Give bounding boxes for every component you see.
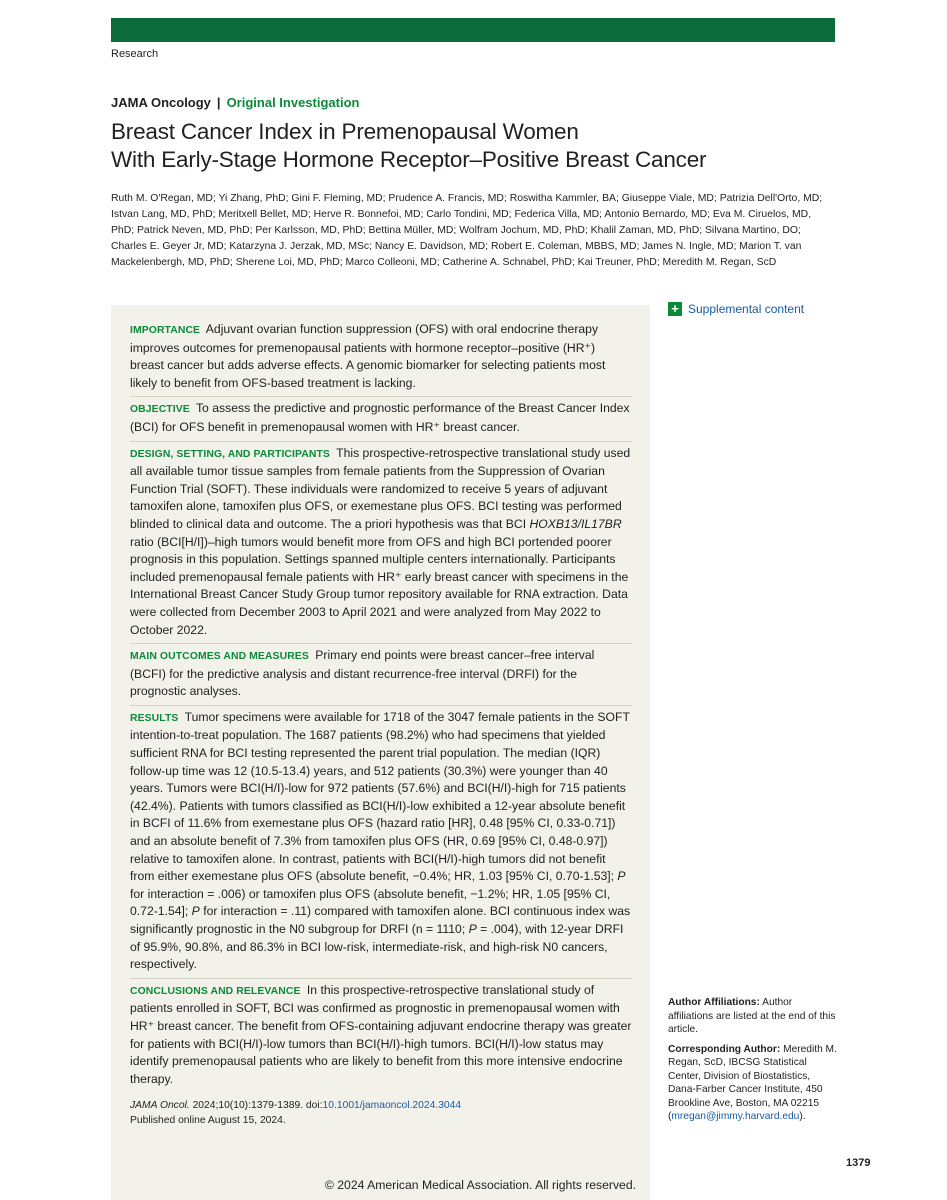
author-list: Ruth M. O'Regan, MD; Yi Zhang, PhD; Gini F. Fleming, MD; Prudence A. Francis, MD; Roswitha Kammler, BA; Giuseppe Viale, MD; Patrizia Dell'Orto, MD; Istvan Lang, MD, PhD; Meritxell Bellet, MD; Herve R. Bonnefoi, MD; Carlo Tondini, MD; Federica Villa, MD; Antonio Bernardo, MD; Eva M. Ciruelos, MD, PhD; Patrick Neven, MD, PhD; Per Karlsson, MD, PhD; Bettina Müller, MD; Wolfram Jochum, MD, PhD; Khalil Zaman, MD, PhD; Silvana Martino, DO; Charles E. Geyer Jr, MD; Katarzyna J. Jerzak, MD, MSc; Nancy E. Davidson, MD; Robert E. Coleman, MBBS, MD; James N. Ingle, MD; Marion T. van Mackelenbergh, MD, PhD; Sherene Loi, MD, PhD; Marco Colleoni, MD; Catherine A. Schnabel, PhD; Kai Treuner, PhD; Meredith M. Regan, ScD xyxy=(111,193,823,268)
p-symbol: P xyxy=(617,869,626,884)
design-text-2: ratio (BCI[H/I])–high tumors would benefit more from OFS and high BCI portended poorer prognosis in this population. Settings spanned multiple centers internationally. Participants included premenopausal female patients with HR⁺ early breast cancer with specimens in the International Breast Cancer Study Group tumor repository available for RNA extraction. Data were collected from December 2003 to April 2021 and were analyzed from May 2022 to October 2022. xyxy=(130,534,629,637)
published-date: Published online August 15, 2024. xyxy=(130,1115,286,1126)
p-symbol: P xyxy=(191,904,200,919)
email-link[interactable]: mregan@jimmy.harvard.edu xyxy=(671,1111,800,1122)
outcomes-heading: MAIN OUTCOMES AND MEASURES xyxy=(130,651,309,663)
objective-heading: OBJECTIVE xyxy=(130,404,190,416)
article-type: Original Investigation xyxy=(226,95,360,110)
journal-separator: | xyxy=(216,95,221,110)
copyright-notice: © 2024 American Medical Association. All rights reserved. xyxy=(324,1178,636,1192)
abstract-box xyxy=(111,305,650,1200)
outcomes-text: Primary end points were breast cancer–free interval (BCFI) for the predictive analysis and distant recurrence-free interval (DRFI) for the prognostic analyses. xyxy=(130,648,595,699)
affiliations-note xyxy=(668,996,838,1037)
citation-details: 2024;10(10):1379-1389. doi: xyxy=(192,1100,323,1111)
article-title xyxy=(111,118,831,174)
results-heading: RESULTS xyxy=(130,712,179,724)
citation xyxy=(130,1098,630,1128)
citation-line xyxy=(130,1098,630,1113)
corresponding-close: ). xyxy=(799,1111,806,1122)
supplemental-label: Supplemental content xyxy=(688,302,805,316)
journal-header xyxy=(111,95,359,110)
abstract-body xyxy=(130,318,632,1092)
corresponding-author xyxy=(668,1043,838,1124)
abstract-objective xyxy=(130,397,632,441)
abstract-conclusions xyxy=(130,979,632,1093)
corresponding-label: Corresponding Author: xyxy=(668,1043,781,1055)
plus-icon: + xyxy=(668,302,682,316)
importance-heading: IMPORTANCE xyxy=(130,325,201,336)
conclusions-heading: CONCLUSIONS AND RELEVANCE xyxy=(130,985,301,997)
doi-link[interactable]: 10.1001/jamaoncol.2024.3044 xyxy=(322,1100,462,1111)
journal-color-bar xyxy=(111,18,835,42)
results-text-2: for interaction = .006) or tamoxifen plus OFS (absolute benefit, −1.2%; HR, 1.05 [95% CI, 0.72-1.54]; xyxy=(130,886,611,919)
gene-name: HOXB13/IL17BR xyxy=(529,516,622,531)
abstract-importance xyxy=(130,318,632,397)
design-heading: DESIGN, SETTING, AND PARTICIPANTS xyxy=(130,448,330,460)
title-line-1: Breast Cancer Index in Premenopausal Women xyxy=(111,119,579,144)
abstract-outcomes xyxy=(130,644,632,706)
conclusions-text: In this prospective-retrospective translational study of patients enrolled in SOFT, BCI was confirmed as prognostic in premenopausal women with HR⁺ breast cancer. The benefit from OFS-containing adjuvant endocrine therapy was greater for patients with BCI(H/I)-low tumors than BCI(H/I)-high tumors. BCI(H/I)-low status may identify premenopausal patients who are likely to benefit from this more intensive endocrine therapy. xyxy=(130,982,632,1086)
corresponding-text: Meredith M. Regan, ScD, IBCSG Statistical Center, Division of Biostatistics, Dana-Farber Cancer Institute, 450 Brookline Ave, Boston, MA 02215 ( xyxy=(668,1043,837,1122)
page-number: 1379 xyxy=(846,1157,871,1169)
citation-journal: JAMA Oncol. xyxy=(130,1100,190,1111)
results-text-1: Tumor specimens were available for 1718 of the 3047 female patients in the SOFT intention-to-treat population. The 1687 patients (98.2%) who had specimens that yielded sufficient RNA for BCI testing represented the parent trial population. The median (IQR) follow-up time was 12 (10.5-13.4) years, and 512 patients (30.3%) were younger than 40 years. Tumors were BCI(H/I)-low for 972 patients (57.6%) and BCI(H/I)-high for 715 patients (42.4%). Patients with tumors classified as BCI(H/I)-low exhibited a 12-year absolute benefit in BCFI of 11.6% from exemestane plus OFS (hazard ratio [HR], 0.48 [95% CI, 0.33-0.71]) and an absolute benefit of 7.3% from tamoxifen plus OFS (HR, 0.69 [95% CI, 0.48-0.97]) relative to tamoxifen alone. In contrast, patients with BCI(H/I)-high tumors did not benefit from either exemestane plus OFS (absolute benefit, −0.4%; HR, 1.03 [95% CI, 0.70-1.53]; xyxy=(130,709,630,884)
results-text-3: for interaction = .11) compared with tamoxifen alone. BCI continuous index was significantly prognostic in the N0 subgroup for DRFI (n = 1110; xyxy=(130,904,631,936)
author-info-sidebar xyxy=(668,996,838,1130)
section-label: Research xyxy=(111,48,159,60)
abstract-design xyxy=(130,442,632,645)
supplemental-content-link[interactable] xyxy=(668,302,804,316)
title-line-2: With Early-Stage Hormone Receptor–Positive Breast Cancer xyxy=(111,147,707,172)
affiliations-text: Author affiliations are listed at the end of this article. xyxy=(668,997,836,1035)
objective-text: To assess the predictive and prognostic performance of the Breast Cancer Index (BCI) for OFS benefit in premenopausal women with HR⁺ breast cancer. xyxy=(130,401,630,434)
journal-name: JAMA Oncology xyxy=(111,95,211,110)
p-symbol: P xyxy=(468,922,477,936)
affiliations-label: Author Affiliations: xyxy=(668,997,760,1008)
design-text-1: This prospective-retrospective translational study used all available tumor tissue samples from female patients from the Suppression of Ovarian Function Trial (SOFT). These individuals were randomized to receive 5 years of adjuvant tamoxifen alone, tamoxifen plus OFS, or exemestane plus OFS. BCI testing was performed blinded to clinical data and outcome. The a priori hypothesis was that BCI xyxy=(130,445,631,531)
importance-text: Adjuvant ovarian function suppression (OFS) with oral endocrine therapy improves outcomes for premenopausal patients with hormone receptor–positive (HR⁺) breast cancer but adds adverse effects. A genomic biomarker for selecting patients most likely to benefit from OFS-based treatment is lacking. xyxy=(130,322,606,390)
abstract-results xyxy=(130,706,632,979)
results-text-4: = .004), with 12-year DRFI of 95.9%, 90.8%, and 86.3% in BCI low-risk, intermediate-risk, and high-risk N0 cancers, respectively. xyxy=(130,922,624,972)
